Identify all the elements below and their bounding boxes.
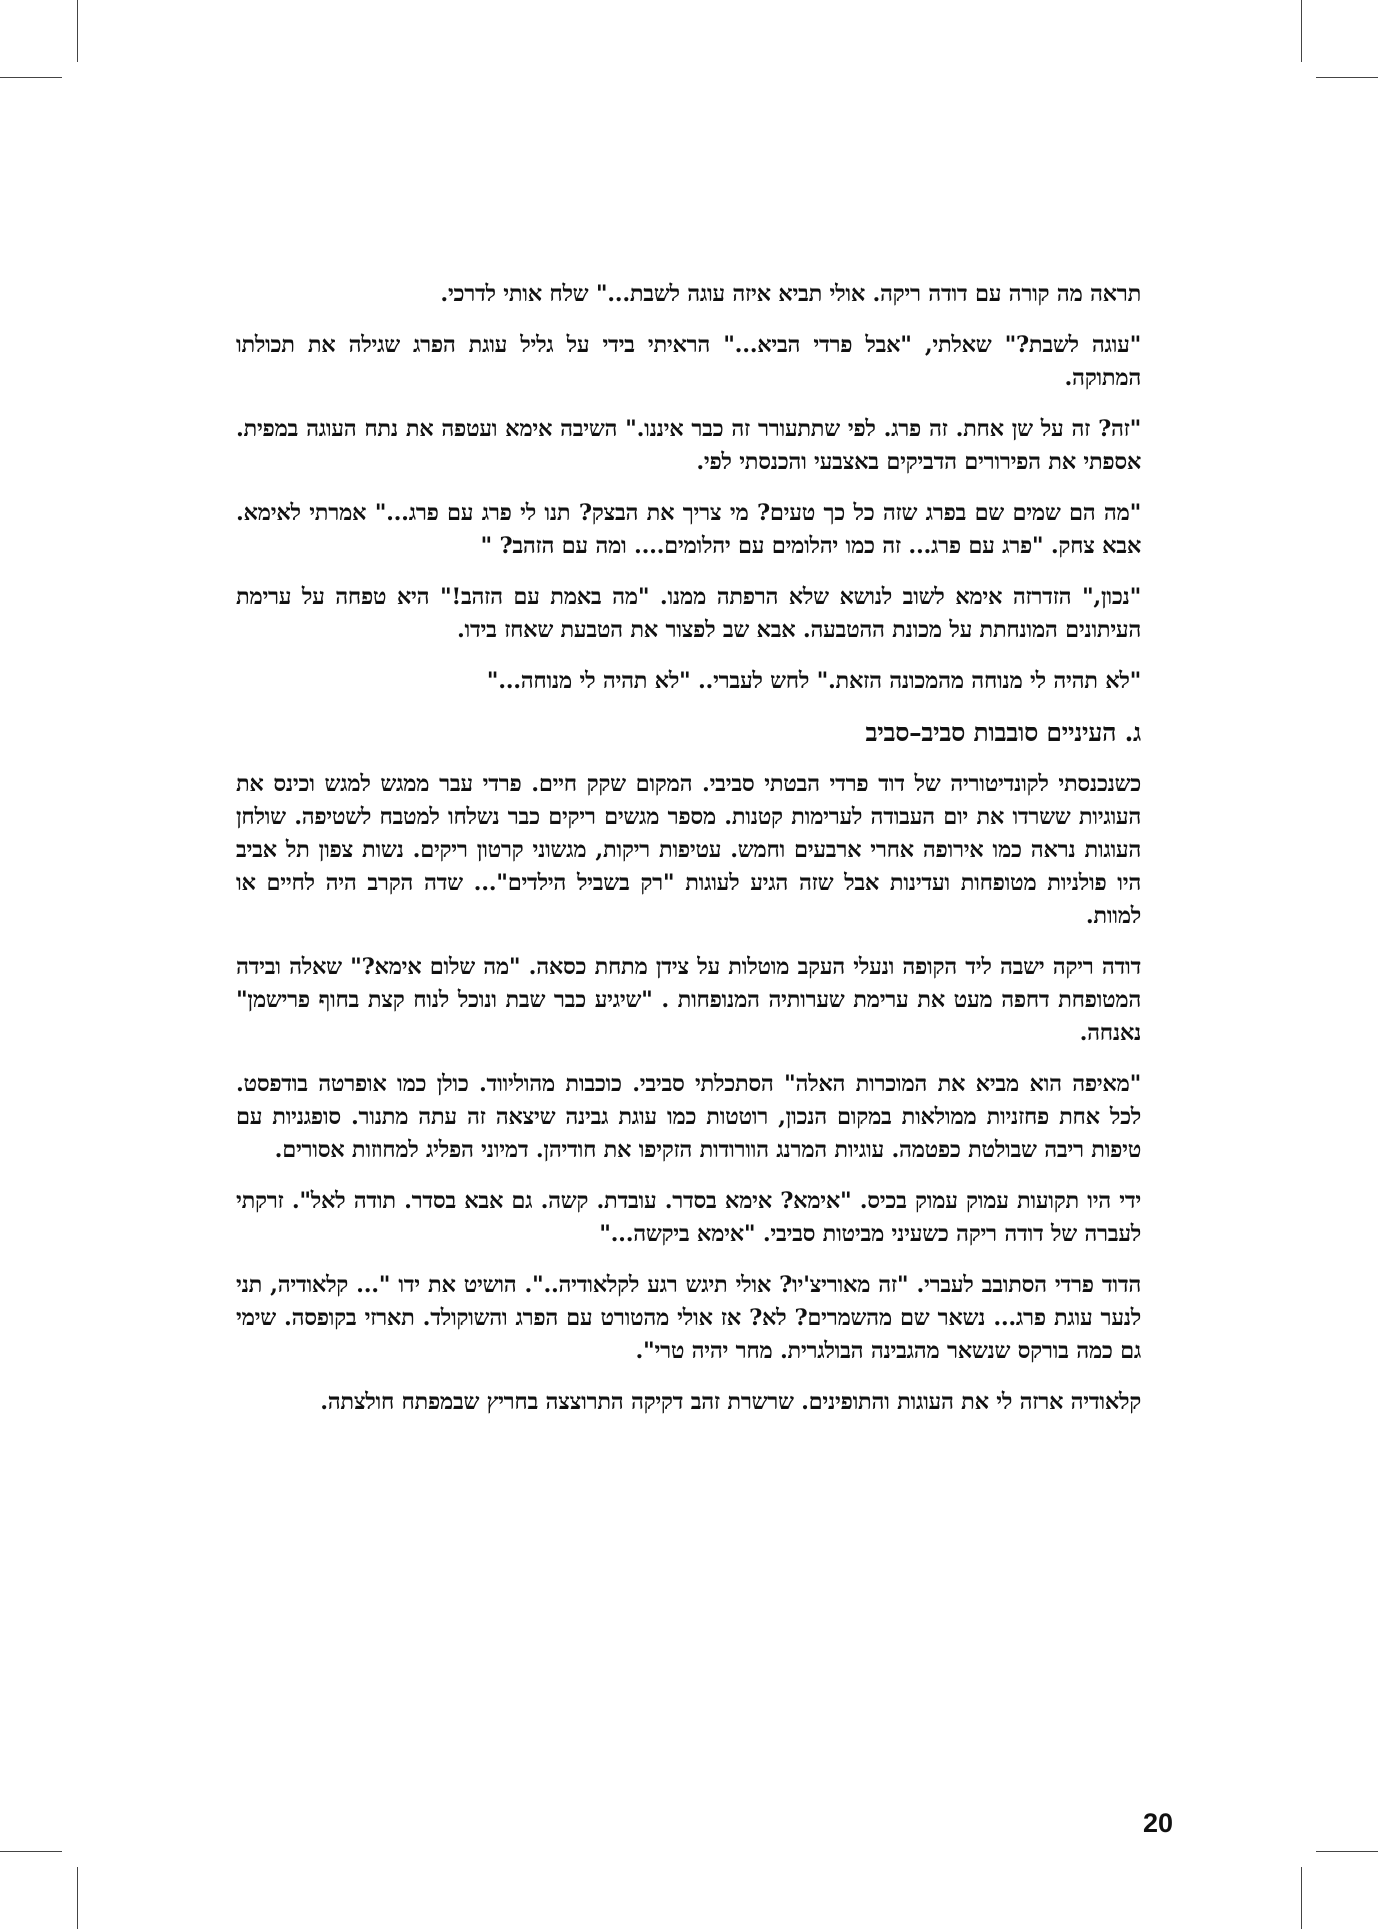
paragraph: "לא תהיה לי מנוחה מהמכונה הזאת." לחש לעברי.. "לא תהיה לי מנוחה..." bbox=[486, 668, 1141, 694]
crop-mark-bottom-left bbox=[77, 1867, 78, 1929]
crop-mark-left-upper bbox=[0, 77, 62, 78]
crop-mark-bottom-right bbox=[1301, 1867, 1302, 1929]
paragraph: קלאודיה ארזה לי את העוגות והתופינים. שרשרת זהב דקיקה התרוצצה בחריץ שבמפתח חולצתה. bbox=[320, 1389, 1141, 1415]
paragraph: תראה מה קורה עם דודה ריקה. אולי תביא איזה עוגה לשבת..." שלח אותי לדרכי. bbox=[440, 281, 1141, 307]
crop-mark-right-upper bbox=[1316, 77, 1378, 78]
crop-mark-left-lower bbox=[0, 1851, 62, 1852]
paragraph: "זה? זה על שן אחת. זה פרג. לפי שתתעורר זה כבר איננו." השיבה אימא ועטפה את נתח העוגה במפית. אספתי את הפירורים הדביקים באצבעי והכנסתי לפי. bbox=[236, 416, 1141, 475]
paragraph: "נכון," הזדרזה אימא לשוב לנושא שלא הרפתה ממנו. "מה באמת עם הזהב!" היא טפחה על ערימת העיתונים המונחתת על מכונת ההטבעה. אבא שב לפצור את הטבעת שאחז בידו. bbox=[236, 584, 1141, 643]
paragraph: "עוגה לשבת?" שאלתי, "אבל פרדי הביא..." הראיתי בידי על גליל עוגת הפרג שגילה את תכולתו המתוקה. bbox=[236, 332, 1141, 391]
paragraph: ידי היו תקועות עמוק עמוק בכיס. "אימא? אימא בסדר. עובדת. קשה. גם אבא בסדר. תודה לאל". זרקתי לעברה של דודה ריקה כשעיני מביטות סביבי. "אימא ביקשה..." bbox=[236, 1188, 1141, 1247]
paragraph: הדוד פרדי הסתובב לעברי. "זה מאוריצ'יו? אולי תיגש רגע לקלאודיה..". הושיט את ידו "... קלאודיה, תני לנער עוגת פרג... נשאר שם מהשמרים? לא? אז אולי מהטורט עם הפרג והשוקולד. תארזי בקופסה. שימי גם כמה בורקס שנשאר מהגבינה הבולגרית. מחר יהיה טרי". bbox=[236, 1272, 1141, 1364]
paragraph: "מאיפה הוא מביא את המוכרות האלה" הסתכלתי סביבי. כוכבות מהוליווד. כולן כמו אופרטה בודפסט. לכל אחת פחזניות ממולאות במקום הנכון, רוטטות כמו עוגת גבינה שיצאה זה עתה מתנור. סופגניות עם טיפות ריבה שבולטת כפטמה. עוגיות המרנג הוורודות הזקיפו את חודיהן. דמיוני הפליג למחוזות אסורים. bbox=[236, 1071, 1141, 1163]
crop-mark-top-left bbox=[77, 0, 78, 62]
crop-mark-right-lower bbox=[1316, 1851, 1378, 1852]
paragraph: כשנכנסתי לקונדיטוריה של דוד פרדי הבטתי סביבי. המקום שקק חיים. פרדי עבר ממגש למגש וכינס את העוגיות ששרדו את יום העבודה לערימות קטנות. מספר מגשים ריקים כבר נשלחו למטבח לשטיפה. שולחן העוגות נראה כמו אירופה אחרי ארבעים וחמש. עטיפות ריקות, מגשוני קרטון ריקים. נשות צפון תל אביב היו פולניות מטופחות ועדינות אבל שזה הגיע לעוגות "רק בשביל הילדים"... שדה הקרב היה לחיים או למוות. bbox=[236, 771, 1141, 929]
crop-mark-top-right bbox=[1301, 0, 1302, 62]
page-body bbox=[236, 278, 1141, 1437]
paragraph: דודה ריקה ישבה ליד הקופה ונעלי העקב מוטלות על צידן מתחת כסאה. "מה שלום אימא?" שאלה ובידה המטופחת דחפה מעט את ערימת שערותיה המנופחות . "שיגיע כבר שבת ונוכל לנוח קצת בחוף פרישמן" נאנחה. bbox=[236, 954, 1141, 1046]
section-heading: ג. העיניים סובבות סביב–סביב bbox=[865, 718, 1141, 747]
paragraph: "מה הם שמים שם בפרג שזה כל כך טעים? מי צריך את הבצק? תנו לי פרג עם פרג..." אמרתי לאימא. אבא צחק. "פרג עם פרג... זה כמו יהלומים עם יהלומים.... ומה עם הזהב? " bbox=[236, 500, 1141, 559]
page-number: 20 bbox=[1143, 1808, 1174, 1838]
